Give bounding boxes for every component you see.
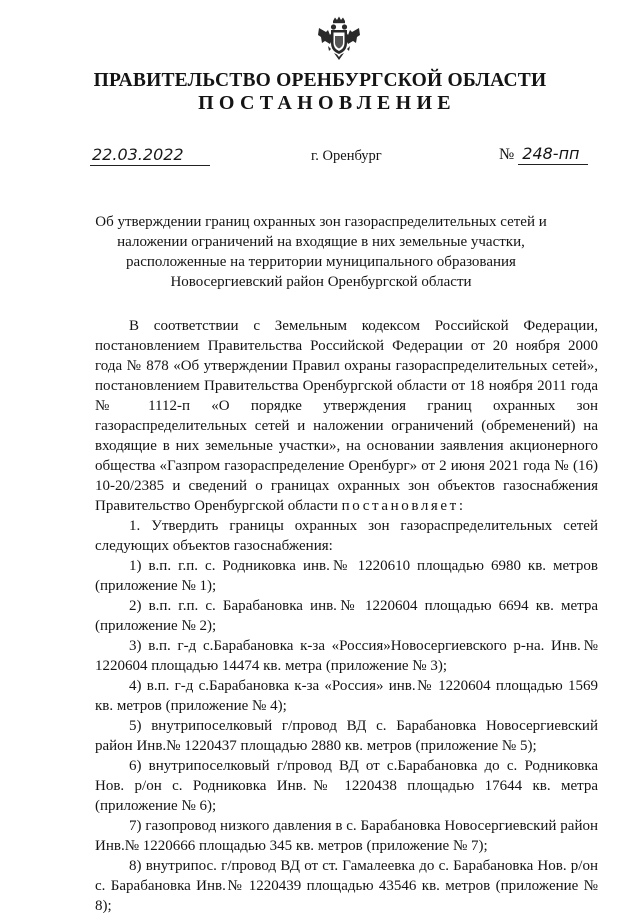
number-sign: № bbox=[499, 146, 515, 163]
list-item: 3) в.п. г-д с.Барабановка к-за «Россия»Новосергиевского р-на. Инв.№ 1220604 площадью 14474 кв. метра (приложение № 3); bbox=[95, 638, 598, 674]
list-item: 6) внутрипоселковый г/провод ВД от с.Барабановка до с. Родниковка Нов. р/он с. Родниковка Инв.№ 1220438 площадью 17644 кв. метра (приложение № 6); bbox=[95, 758, 598, 814]
document-number bbox=[499, 144, 588, 165]
list-item: 1. Утвердить границы охранных зон газораспределительных сетей следующих объектов газоснабжения: bbox=[95, 518, 598, 554]
list-item: 4) в.п. г-д с.Барабановка к-за «Россия» инв.№ 1220604 площадью 1569 кв. метров (приложение № 4); bbox=[95, 678, 598, 714]
preamble-text: В соответствии с Земельным кодексом Российской Федерации, постановлением Правительства Российской Федерации от 20 ноября 2000 года № 878 «Об утверждении Правил охраны газораспределительных сетей», постановлением Правительства Оренбургской области от 18 ноября 2011 года № 1112-п «О порядке утверждения границ охранных зон газораспределительных сетей и наложении ограничений (обременений) на входящие в них земельные участки», на основании заявления акционерного общества «Газпром газораспределение Оренбург» от 2 июня 2021 года № (16) 10-20/2385 и сведений о границах охранных зон объектов газоснабжения Правительство Оренбургской области bbox=[95, 318, 598, 514]
preamble-paragraph bbox=[95, 316, 598, 516]
list-item: 7) газопровод низкого давления в с. Барабановка Новосергиевский район Инв.№ 1220666 площадью 345 кв. метров (приложение № 7); bbox=[95, 818, 598, 854]
document-body bbox=[95, 316, 598, 916]
list-item: 2) в.п. г.п. с. Барабановка инв.№ 1220604 площадью 6694 кв. метра (приложение № 2); bbox=[95, 598, 598, 634]
government-title: ПРАВИТЕЛЬСТВО ОРЕНБУРГСКОЙ ОБЛАСТИ bbox=[93, 70, 547, 91]
decree-word: постановляет: bbox=[341, 498, 466, 514]
list-item: 5) внутрипоселковый г/провод ВД с. Барабановка Новосергиевский район Инв.№ 1220437 площадью 2880 кв. метров (приложение № 5); bbox=[95, 718, 598, 754]
list-item: 1) в.п. г.п. с. Родниковка инв.№ 1220610 площадью 6980 кв. метров (приложение № 1); bbox=[95, 558, 598, 594]
coat-of-arms-icon bbox=[316, 16, 362, 62]
document-city: г. Оренбург bbox=[311, 148, 382, 164]
document-subject: Об утверждении границ охранных зон газораспределительных сетей и наложении ограничений на входящие в них земельные участки, расположенные на территории муниципального образования Новосергиевский район Оренбургской области bbox=[95, 214, 547, 290]
document-date: 22.03.2022 bbox=[90, 145, 210, 166]
document-type: ПОСТАНОВЛЕНИЕ bbox=[198, 92, 456, 114]
number-value: 248-пп bbox=[518, 144, 588, 165]
list-item: 8) внутрипос. г/провод ВД от ст. Гамалеевка до с. Барабановка Нов. р/он с. Барабановка Инв.№ 1220439 площадью 43546 кв. метров (приложение № 8); bbox=[95, 858, 598, 914]
